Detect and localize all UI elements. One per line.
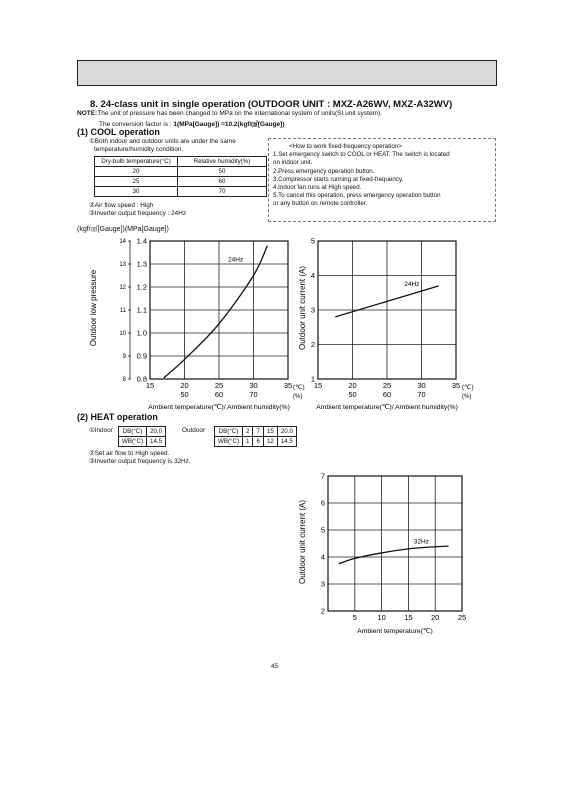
- series-label-24hz: 24Hz: [404, 280, 420, 288]
- x-tick-label: 25: [457, 613, 467, 622]
- table-cell: 14.5: [147, 437, 166, 447]
- x-unit-humidity: (%): [462, 394, 472, 400]
- x-tick-label-humidity: 50: [348, 390, 357, 399]
- x-tick-label: 30: [417, 381, 426, 390]
- heat-condition-2: ②Set air flow to High speed.: [89, 450, 170, 457]
- indoor-label: ①Indoor: [89, 427, 113, 434]
- table-cell: 2: [243, 427, 253, 437]
- instruction-line: 3.Compressor starts running at fixed-frequency.: [273, 175, 404, 183]
- x-tick-label: 15: [145, 381, 155, 390]
- y-axis-title: Outdoor unit current (A): [298, 499, 307, 585]
- instruction-line: 1.Set emergency switch to COOL or HEAT. The switch is located: [273, 151, 450, 159]
- y-tick-label: 1.1: [136, 305, 147, 315]
- axis-ticks: [119, 237, 292, 400]
- series-line-24hz: [164, 246, 267, 378]
- y-tick-label: 0.8: [136, 374, 147, 384]
- x-unit-humidity: (%): [293, 394, 303, 400]
- y-tick-label: 2: [310, 340, 315, 349]
- x-tick-label: 10: [377, 613, 386, 622]
- table-cell: 6: [253, 437, 263, 447]
- y-tick-label: 3: [320, 579, 325, 589]
- note-text: The unit of pressure has been changed to MPa on the international system of units(SI unit system).: [97, 110, 382, 117]
- table-cell: WB(°C): [119, 437, 147, 447]
- y-tick-label: 1: [310, 374, 315, 384]
- x-tick-label-humidity: 70: [417, 390, 426, 399]
- table-row: [215, 427, 297, 437]
- x-tick-label: 5: [352, 613, 357, 622]
- instruction-line: 5.To cancel this operation, press emergency operation button: [273, 192, 441, 200]
- y-tick-label: 5: [310, 236, 315, 246]
- table-cell: DB(°C): [119, 427, 147, 437]
- x-unit-temp: (℃): [462, 384, 474, 391]
- fixed-frequency-instructions: [268, 138, 496, 222]
- x-tick-label: 35: [451, 381, 461, 390]
- y-tick-label: 1.3: [136, 259, 147, 269]
- page-number: 45: [271, 663, 279, 670]
- y-tick-label: 5: [320, 525, 325, 535]
- grid: [318, 241, 456, 379]
- cool-condition-2: ②Air flow speed : High: [89, 202, 154, 209]
- indoor-condition-table: [118, 426, 166, 447]
- x-tick-label-humidity: 60: [214, 390, 224, 399]
- cool-heading: (1) COOL operation: [77, 127, 160, 137]
- outdoor-label: Outdoor: [182, 427, 206, 434]
- x-axis-title: Ambient temperature(℃)/ Ambient humidity(%): [316, 404, 458, 411]
- table-cell: 20.0: [277, 427, 296, 437]
- x-axis-title: Ambient temperature(℃)/ Ambient humidity(%): [148, 404, 290, 411]
- series-line-32hz: [339, 546, 449, 564]
- y-axis-title: Outdoor low pressure: [89, 269, 98, 347]
- table-cell: 30: [95, 187, 178, 197]
- grid: [150, 241, 288, 379]
- table-row: [95, 177, 267, 187]
- cool-condition-1: ①Both indoor and outdoor units are under the same: [89, 138, 236, 145]
- cool-condition-table: [94, 156, 267, 197]
- table-row: [95, 167, 267, 177]
- heat-heading: (2) HEAT operation: [77, 412, 158, 422]
- cool-current-chart: [292, 236, 498, 414]
- cool-condition-3: ③Inverter output frequency : 24Hz: [89, 210, 187, 217]
- table-cell: 70: [178, 187, 267, 197]
- table-row: [95, 187, 267, 197]
- y-tick-label: 4: [320, 552, 325, 562]
- instruction-line: or any button on remote controller.: [273, 200, 368, 208]
- table-cell: 14.5: [277, 437, 296, 447]
- y-tick-label: 1.4: [136, 236, 147, 246]
- table-cell: 7: [253, 427, 263, 437]
- table-row: [119, 437, 166, 447]
- y-tick-label-kgf: 14: [119, 239, 126, 245]
- heat-current-chart: [292, 470, 482, 640]
- table-cell: 12: [263, 437, 277, 447]
- grid: [328, 476, 462, 611]
- series-label-24hz: 24Hz: [227, 256, 244, 264]
- table-cell: DB(°C): [215, 427, 243, 437]
- table-row: [119, 427, 166, 437]
- low-pressure-chart: [80, 236, 310, 414]
- table-header-row: [95, 157, 267, 167]
- table-cell: 15: [263, 427, 277, 437]
- table-row: [215, 437, 297, 447]
- series-label-32hz: 32Hz: [413, 538, 429, 546]
- x-unit-temp: (℃): [293, 384, 305, 391]
- y-tick-label-kgf: 8: [122, 377, 126, 383]
- y-tick-label: 3: [310, 305, 315, 315]
- section-title: 8. 24-class unit in single operation (OUTDOOR UNIT : MXZ-A26WV, MXZ-A32WV): [90, 99, 453, 110]
- y-tick-label-kgf: 12: [119, 285, 126, 291]
- x-tick-label: 35: [283, 381, 293, 390]
- table-cell: 20.0: [147, 427, 166, 437]
- x-tick-label: 20: [348, 381, 357, 390]
- x-axis-title: Ambient temperature(℃): [357, 628, 433, 635]
- x-tick-label: 30: [249, 381, 258, 390]
- pressure-unit-header: (kgf/㎠[Gauge])(MPa[Gauge]): [77, 226, 169, 233]
- table-cell: 60: [178, 177, 267, 187]
- table-cell: 1: [243, 437, 253, 447]
- note-line-1: [77, 110, 382, 117]
- table-cell: 20: [95, 167, 178, 177]
- instruction-line: on indoor unit.: [273, 159, 313, 167]
- x-tick-label: 25: [214, 381, 224, 390]
- y-tick-label: 1.2: [136, 282, 147, 292]
- axis-ticks: [311, 237, 460, 400]
- table-header-cell: Dry-bulb temperature(°C): [95, 157, 178, 167]
- y-tick-label: 0.9: [136, 351, 147, 361]
- y-tick-label-kgf: 13: [119, 262, 126, 268]
- x-tick-label: 25: [382, 381, 392, 390]
- conversion-text: The conversion factor is :: [99, 121, 174, 128]
- x-tick-label-humidity: 70: [249, 390, 258, 399]
- y-tick-label: 1.0: [136, 328, 147, 338]
- instruction-line: 4.Indoor fan runs at High speed.: [273, 184, 362, 192]
- conversion-factor: 1(MPa[Gauge]) =10.2(kgf/㎠[Gauge]): [173, 121, 285, 128]
- note-label: NOTE:: [77, 110, 98, 117]
- plot-frame: [328, 476, 462, 611]
- y-tick-label: 4: [310, 271, 315, 280]
- outdoor-condition-table: [214, 426, 297, 447]
- instruction-line: 2.Press emergency operation button.: [273, 167, 375, 175]
- table-header-cell: Relative humidity(%): [178, 157, 267, 167]
- cool-condition-1-cont: temperature/humidity condition.: [94, 146, 184, 153]
- y-tick-label-kgf: 11: [119, 308, 126, 314]
- y-tick-label: 7: [320, 471, 325, 481]
- y-tick-label-kgf: 10: [119, 331, 126, 337]
- table-cell: 50: [178, 167, 267, 177]
- x-tick-label: 20: [180, 381, 189, 390]
- y-tick-label-kgf: 9: [122, 354, 126, 360]
- instructions-title: <How to work fixed-frequency operation>: [289, 143, 402, 150]
- heat-condition-3: ③Inverter output frequency is 32Hz.: [89, 458, 191, 465]
- x-tick-label-humidity: 50: [180, 390, 189, 399]
- table-cell: 25: [95, 177, 178, 187]
- header-bar: [77, 60, 497, 86]
- x-tick-label: 15: [404, 613, 413, 622]
- x-tick-label: 20: [431, 613, 440, 622]
- y-axis-title: Outdoor unit current (A): [298, 265, 307, 351]
- y-tick-label: 6: [320, 498, 325, 508]
- x-tick-label-humidity: 60: [382, 390, 392, 399]
- x-tick-label: 15: [313, 381, 323, 390]
- y-tick-label: 2: [320, 606, 325, 616]
- table-cell: WB(°C): [215, 437, 243, 447]
